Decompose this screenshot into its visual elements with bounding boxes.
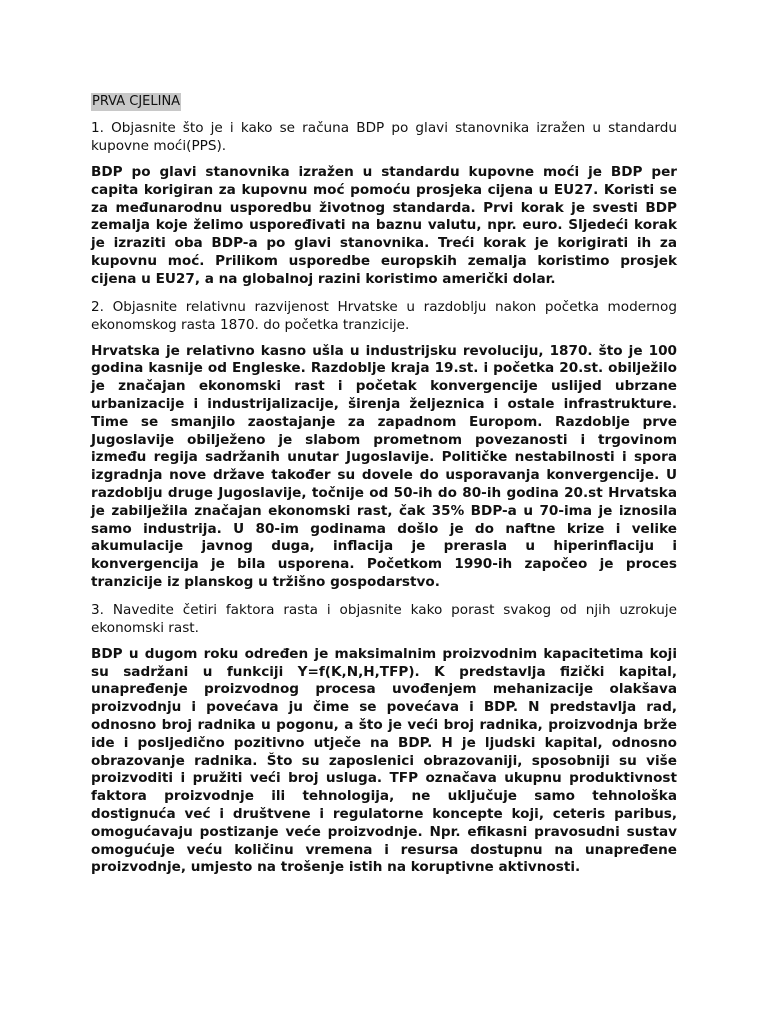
answer-1: BDP po glavi stanovnika izražen u standardu kupovne moći je BDP per capita korigiran za kupovnu moć pomoću prosjeka cijena u EU27. Koristi se za međunarodnu usporedbu životnog standarda. Prvi korak je svesti BDP zemalja koje želimo uspoređivati na baznu valutu, npr. euro. Sljedeći korak je izraziti oba BDP-a po glavi stanovnika. Treći korak je korigirati ih za kupovnu moć. Prilikom usporedbe europskih zemalja koristimo prosjek cijena u EU27, a na globalnoj razini koristimo američki dolar.	[91, 164, 677, 287]
document-page	[91, 90, 677, 886]
question-3: 3. Navedite četiri faktora rasta i objasnite kako porast svakog od njih uzrokuje ekonomski rast.	[91, 601, 677, 636]
question-1: 1. Objasnite što je i kako se računa BDP po glavi stanovnika izražen u standardu kupovne moći(PPS).	[91, 120, 677, 154]
section-heading: PRVA CJELINA	[92, 94, 181, 109]
answer-3: BDP u dugom roku određen je maksimalnim proizvodnim kapacitetima koji su sadržani u funkciji Y=f(K,N,H,TFP). K predstavlja fizički kapital, unapređenje proizvodnog procesa uvođenjem mehanizacije olakšava proizvodnju i povećava ju čime se povećava i BDP. N predstavlja rad, odnosno broj radnika u pogonu, a što je veći broj radnika, proizvodnja brže ide i posljedično pozitivno utječe na BDP. H je ljudski kapital, odnosno obrazovanje radnika. Što su zaposlenici obrazovaniji, sposobniji su više proizvoditi i pružiti veći broj usluga. TFP označava ukupnu produktivnost faktora proizvodnje ili tehnologija, ne uključuje samo tehnološka dostignuća već i društvene i regulatorne koncepte koji, ceteris paribus, omogućavaju postizanje veće proizvodnje. Npr. efikasni pravosudni sustav omogućuje veću količinu vremena i resursa dostupnu na unapređene proizvodnje, umjesto na trošenje istih na koruptivne aktivnosti.	[91, 645, 677, 876]
answer-2: Hrvatska je relativno kasno ušla u industrijsku revoluciju, 1870. što je 100 godina kasnije od Engleske. Razdoblje kraja 19.st. i početka 20.st. obilježilo je značajan ekonomski rast i početak konvergencije uslijed ubrzane urbanizacije i industrijalizacije, širenja željeznica i ostale infrastrukture. Time se smanjilo zaostajanje za zapadnom Europom. Razdoblje prve Jugoslavije obilježeno je slabom prometnom povezanosti i trgovinom između regija sadržanih unutar Jugoslavije. Političke nestabilnosti i spora izgradnja nove države također su dovele do usporavanja konvergencije. U razdoblju druge Jugoslavije, točnije od 50-ih do 80-ih godina 20.st Hrvatska je zabilježila značajan ekonomski rast, čak 35% BDP-a u 70-ima je iznosila samo industrija. U 80-im godinama došlo je do naftne krize i velike akumulacije javnog duga, inflacija je prerasla u hiperinflaciju i konvergencija je bila usporena. Početkom 1990-ih započeo je proces tranzicije iz planskog u tržišno gospodarstvo.	[91, 342, 677, 590]
question-2: 2. Objasnite relativnu razvijenost Hrvatske u razdoblju nakon početka modernog ekonomskog rasta 1870. do početka tranzicije.	[91, 298, 677, 333]
